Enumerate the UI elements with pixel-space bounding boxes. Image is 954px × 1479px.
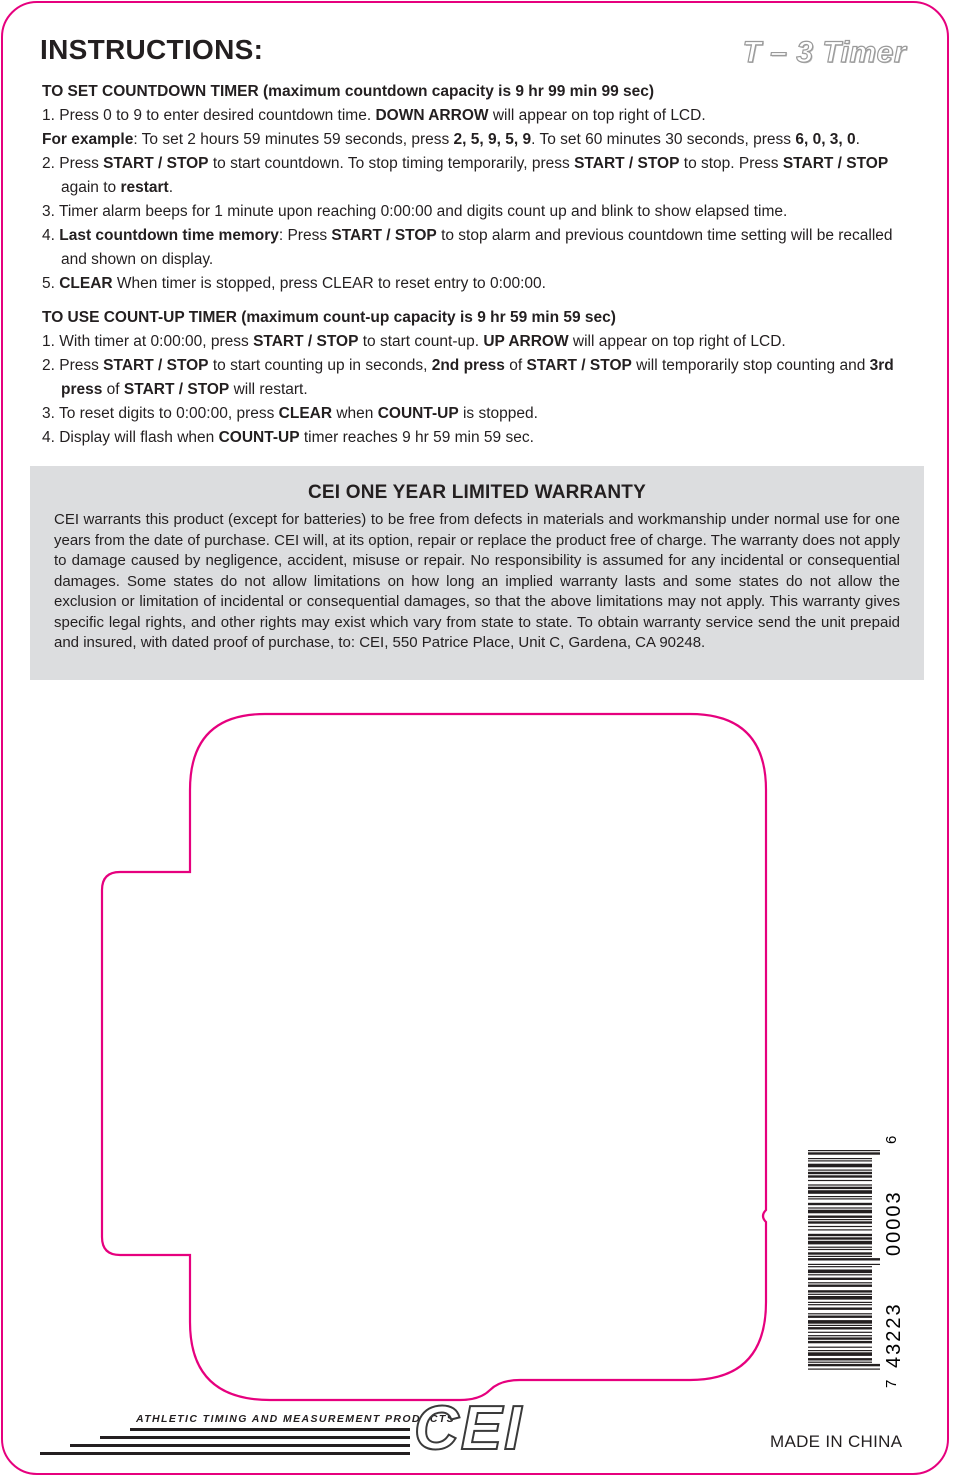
barcode-bar xyxy=(808,1341,872,1343)
step-keyword: START / STOP xyxy=(253,333,359,350)
step-keyword: 2nd press xyxy=(431,357,505,374)
step-text: is stopped. xyxy=(458,405,538,422)
step-keyword: START / STOP xyxy=(103,155,209,172)
barcode-bar xyxy=(808,1234,872,1236)
barcode-bar xyxy=(808,1180,872,1181)
example-label: For example xyxy=(42,131,134,148)
barcode-bar xyxy=(808,1247,872,1248)
barcode-bar xyxy=(808,1203,872,1205)
step-text: 3. To reset digits to 0:00:00, press xyxy=(42,405,279,422)
cei-logo: CEI xyxy=(414,1394,524,1463)
barcode-bar xyxy=(808,1325,872,1326)
made-in-label: MADE IN CHINA xyxy=(770,1432,903,1451)
barcode-bar xyxy=(808,1266,872,1267)
brand-tagline: ATHLETIC TIMING AND MEASUREMENT PRODUCTS xyxy=(136,1413,456,1425)
barcode-bar xyxy=(808,1184,872,1185)
barcode-bar xyxy=(808,1152,880,1154)
page-title: INSTRUCTIONS: xyxy=(40,34,264,65)
step-text: to start countdown. To stop timing temporarily, press xyxy=(208,155,575,172)
step-text: 2. Press xyxy=(42,155,104,172)
step-text: to start counting up in seconds, xyxy=(208,357,432,374)
step-text: When timer is stopped, press CLEAR to reset entry to 0:00:00. xyxy=(112,275,546,292)
step-keyword: Last countdown time memory xyxy=(59,227,279,244)
step-keyword: START / STOP xyxy=(526,357,632,374)
step-text: 1. Press 0 to 9 to enter desired countdown time. xyxy=(42,107,376,124)
barcode-bar xyxy=(808,1274,872,1275)
product-name: T – 3 Timer xyxy=(742,36,906,69)
barcode-bar xyxy=(808,1150,880,1151)
barcode-bar xyxy=(808,1364,880,1366)
step-keyword: START / STOP xyxy=(103,357,209,374)
barcode-bar xyxy=(808,1302,872,1303)
step-keyword: CLEAR xyxy=(278,405,333,422)
barcode-bar xyxy=(808,1304,872,1305)
barcode-group-left: 43223 xyxy=(883,1302,905,1368)
step-keyword: restart xyxy=(120,179,169,196)
step-text: to stop. Press xyxy=(679,155,783,172)
cutout-path xyxy=(102,714,766,1400)
step-text: again to xyxy=(61,179,121,196)
barcode-bar xyxy=(808,1347,872,1348)
step-keyword: 6, 0, 3, 0 xyxy=(795,131,856,148)
barcode-bar xyxy=(808,1229,872,1230)
step-text: will appear on top right of LCD. xyxy=(568,333,786,350)
barcode-bar xyxy=(808,1210,872,1214)
barcode-bar xyxy=(808,1285,872,1287)
step-keyword: 3rd press xyxy=(61,357,894,398)
barcode-bar xyxy=(808,1219,872,1220)
barcode-bar xyxy=(808,1335,872,1336)
barcode-bar xyxy=(808,1308,872,1310)
barcode-bar xyxy=(808,1164,872,1168)
countdown-heading: TO SET COUNTDOWN TIMER (maximum countdown capacity is 9 hr 99 min 99 sec) xyxy=(42,83,655,100)
step-text: when xyxy=(332,405,378,422)
logo-speed-lines xyxy=(40,1428,410,1468)
barcode-bar xyxy=(808,1241,872,1245)
countdown-step-3: 3. Timer alarm beeps for 1 minute upon reaching 0:00:00 and digits count up and blink to show elapsed time. xyxy=(42,203,788,220)
step-keyword: START / STOP xyxy=(574,155,680,172)
barcode-bar xyxy=(808,1362,872,1363)
barcode-bar xyxy=(808,1350,872,1351)
barcode-bar xyxy=(808,1207,872,1208)
barcode-bar xyxy=(808,1249,872,1250)
barcode-bar xyxy=(808,1332,872,1333)
barcode-bar xyxy=(808,1358,872,1360)
barcode-bar xyxy=(808,1170,872,1171)
step-text: : To set 2 hours 59 minutes 59 seconds, press xyxy=(133,131,454,148)
step-text: will restart. xyxy=(229,381,308,398)
barcode-bar xyxy=(808,1187,872,1189)
barcode-bar xyxy=(808,1258,880,1260)
barcode-bar xyxy=(808,1337,872,1339)
barcode-bar xyxy=(808,1237,872,1239)
step-text: of xyxy=(504,357,527,374)
barcode-bar xyxy=(808,1216,872,1218)
barcode-bar xyxy=(808,1172,872,1174)
step-keyword: 2, 5, 9, 5, 9 xyxy=(453,131,532,148)
barcode-bar xyxy=(808,1160,872,1161)
step-keyword: COUNT-UP xyxy=(377,405,459,422)
barcode-bar xyxy=(808,1327,872,1329)
step-keyword: START / STOP xyxy=(331,227,437,244)
step-text: : Press xyxy=(278,227,332,244)
barcode-bar xyxy=(808,1369,880,1370)
barcode-digit-last: 6 xyxy=(883,1135,900,1144)
step-keyword: UP ARROW xyxy=(483,333,569,350)
barcode-bar xyxy=(808,1282,872,1283)
step-keyword: DOWN ARROW xyxy=(375,107,489,124)
step-text: 5. xyxy=(42,275,60,292)
step-text: . xyxy=(168,179,174,196)
step-text: 4. Display will flash when xyxy=(42,429,219,446)
barcode-bar xyxy=(808,1175,872,1177)
upc-barcode xyxy=(808,1128,918,1390)
barcode-bar xyxy=(808,1294,872,1295)
step-text: will appear on top right of LCD. xyxy=(488,107,706,124)
barcode-bar xyxy=(808,1313,872,1314)
step-text: 1. With timer at 0:00:00, press xyxy=(42,333,254,350)
warranty-body: CEI warrants this product (except for batteries) to be free from defects in materials and workmanship under normal use for one years from the date of purchase. CEI will, at its option, repair or replace the product free of charge. The warranty does not apply to damage caused by negligence, accident, misuse or repair. No responsibility is assumed for any incidental or consequential damages. Some states do not allow limitations on how long an implied warranty lasts and some states do not allow the exclusion or limitation of incidental or consequential damages, so that the above limitations may not apply. This warranty gives specific legal rights, and other rights may exist which vary from state to state. To obtain warranty service send the unit prepaid and insured, with dated proof of purchase, to: CEI, 550 Patrice Place, Unit C, Gardena, CA 90248. xyxy=(54,511,900,651)
barcode-bar xyxy=(808,1196,872,1197)
barcode-bars xyxy=(808,1150,880,1370)
barcode-group-right: 00003 xyxy=(883,1190,905,1256)
barcode-bar xyxy=(808,1226,872,1227)
barcode-bar xyxy=(808,1198,872,1199)
step-keyword: COUNT-UP xyxy=(218,429,300,446)
barcode-bar xyxy=(808,1252,872,1254)
warranty-heading: CEI ONE YEAR LIMITED WARRANTY xyxy=(308,482,646,503)
barcode-bar xyxy=(808,1290,872,1292)
barcode-digit-first: 7 xyxy=(883,1379,900,1388)
barcode-bar xyxy=(808,1190,872,1194)
step-text: timer reaches 9 hr 59 min 59 sec. xyxy=(299,429,534,446)
barcode-bar xyxy=(808,1352,872,1356)
barcode-bar xyxy=(808,1270,872,1274)
step-text: . To set 60 minutes 30 seconds, press xyxy=(531,131,796,148)
barcode-bar xyxy=(808,1264,880,1265)
barcode-bar xyxy=(808,1320,872,1324)
step-keyword: CLEAR xyxy=(59,275,113,292)
barcode-bar xyxy=(808,1316,872,1318)
countup-heading: TO USE COUNT-UP TIMER (maximum count-up capacity is 9 hr 59 min 59 sec) xyxy=(42,309,616,326)
step-text: will temporarily stop counting and xyxy=(631,357,870,374)
step-text: of xyxy=(102,381,124,398)
barcode-bar xyxy=(808,1221,872,1223)
step-text: to stop alarm and previous countdown time setting will be recalled and shown on display. xyxy=(61,227,893,268)
barcode-bar xyxy=(808,1256,872,1257)
barcode-bar xyxy=(808,1278,872,1280)
barcode-bar xyxy=(808,1158,872,1159)
step-keyword: START / STOP xyxy=(782,155,889,172)
step-text: . xyxy=(855,131,860,148)
barcode-bar xyxy=(808,1296,872,1300)
step-text: 4. xyxy=(42,227,60,244)
step-text: to start count-up. xyxy=(358,333,484,350)
step-keyword: START / STOP xyxy=(123,381,230,398)
step-text: 2. Press xyxy=(42,357,104,374)
